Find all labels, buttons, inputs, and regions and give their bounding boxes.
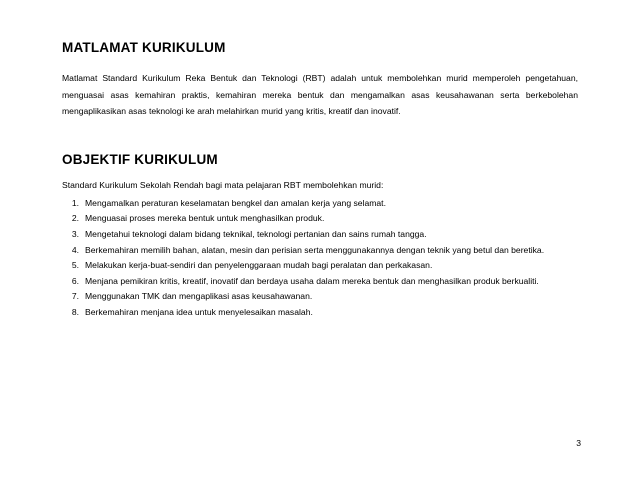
objektif-item — [62, 211, 544, 227]
matlamat-heading: MATLAMAT KURIKULUM — [62, 40, 226, 55]
objektif-item-text: Mengetahui teknologi dalam bidang teknikal, teknologi pertanian dan sains rumah tangga. — [85, 228, 427, 239]
objektif-item-text: Berkemahiran menjana idea untuk menyelesaikan masalah. — [85, 306, 313, 317]
objektif-item — [62, 273, 544, 289]
objektif-item-number: 4 . — [62, 245, 85, 255]
objektif-item — [62, 304, 544, 320]
objektif-item — [62, 226, 544, 242]
objektif-item-text: Mengamalkan peraturan keselamatan bengkel dan amalan kerja yang selamat. — [85, 197, 386, 208]
objektif-item-number: 1 . — [62, 198, 85, 208]
objektif-item-number: 3 . — [62, 229, 85, 239]
objektif-item-number: 7 . — [62, 291, 85, 301]
matlamat-paragraph: Matlamat Standard Kurikulum Reka Bentuk dan Teknologi (RBT) adalah untuk membolehkan murid memperoleh pengetahuan, menguasai asas kemahiran praktis, kemahiran mereka bentuk dan mengamalkan asas keusahawanan serta berkebolehan mengaplikasikan asas teknologi ke arah melahirkan murid yang kritis, kreatif dan inovatif. — [62, 73, 578, 116]
objektif-item — [62, 257, 544, 273]
page-number: 3 — [576, 438, 581, 448]
objektif-list — [62, 195, 544, 320]
objektif-item-number: 5 . — [62, 260, 85, 270]
objektif-intro: Standard Kurikulum Sekolah Rendah bagi mata pelajaran RBT membolehkan murid: — [62, 180, 384, 190]
objektif-item-text: Melakukan kerja-buat-sendiri dan penyelenggaraan mudah bagi peralatan dan perkakasan. — [85, 260, 433, 271]
objektif-item-text: Menguasai proses mereka bentuk untuk menghasilkan produk. — [85, 213, 325, 224]
objektif-item-text: Berkemahiran memilih bahan, alatan, mesin dan perisian serta menggunakannya dengan teknik yang betul dan beretika. — [85, 244, 545, 255]
objektif-item — [62, 289, 544, 305]
objektif-item-number: 2 . — [62, 213, 85, 223]
objektif-heading: OBJEKTIF KURIKULUM — [62, 152, 218, 167]
objektif-item-text: Menjana pemikiran kritis, kreatif, inovatif dan berdaya usaha dalam mereka bentuk dan menghasilkan produk berkualiti. — [85, 275, 539, 286]
objektif-item-number: 8 . — [62, 307, 85, 317]
objektif-item-number: 6 . — [62, 276, 85, 286]
objektif-item — [62, 242, 544, 258]
objektif-item-text: Menggunakan TMK dan mengaplikasi asas keusahawanan. — [85, 291, 313, 302]
objektif-item — [62, 195, 544, 211]
